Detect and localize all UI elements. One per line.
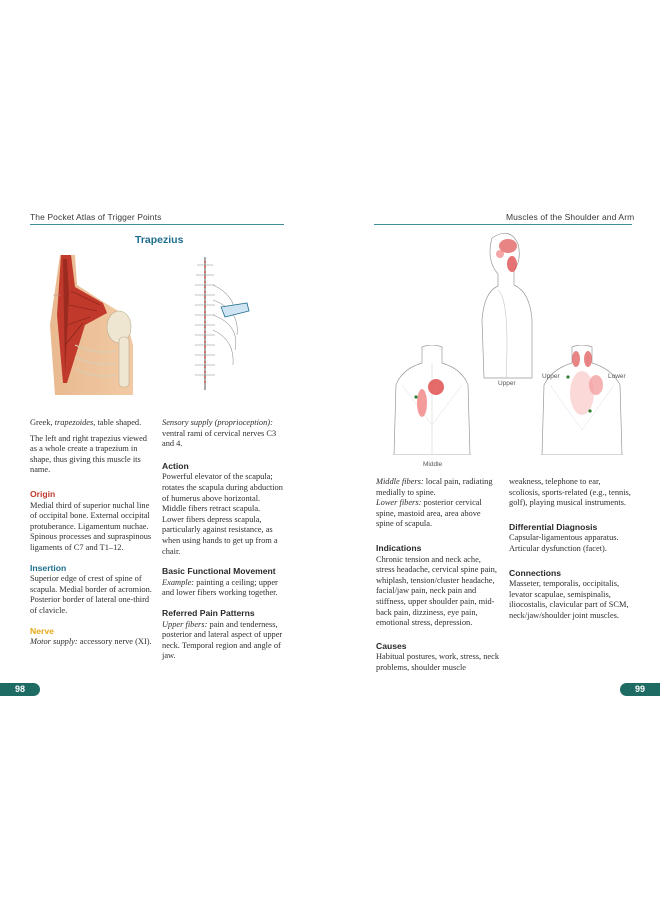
- action-text-2: Middle fibers retract scapula.: [162, 504, 261, 514]
- spine-skeleton-illustration: [185, 255, 265, 395]
- action-heading: Action: [162, 460, 189, 471]
- middle-fibers-back-figure: [392, 345, 472, 455]
- right-column-2: [509, 477, 633, 631]
- rpp-text: pain and tenderness, posterior and lateral aspect of upper neck. Temporal region and angle of jaw.: [162, 619, 283, 661]
- running-header-left: The Pocket Atlas of Trigger Points: [30, 212, 162, 222]
- label-upper: Upper: [498, 380, 516, 387]
- middle-fibers-text: local pain, radiating medially to spine.: [376, 477, 493, 497]
- middle-fibers-italic: Middle fibers:: [376, 477, 424, 486]
- differential-diagnosis-heading: Differential Diagnosis: [509, 521, 598, 532]
- intro-suffix: , table shaped.: [93, 418, 142, 427]
- page-number-left: 98: [0, 683, 40, 696]
- lower-fibers-italic: Lower fibers:: [376, 498, 422, 508]
- action-text-3: Lower fibers depress scapula, particularly against resistance, as when using hands to get up from a chair.: [162, 514, 278, 556]
- label-middle: Middle: [423, 461, 443, 468]
- action-text-1: Powerful elevator of the scapula; rotates the scapula during abduction of humerus above horizontal.: [162, 472, 283, 503]
- lower-fibers-back-figure: [540, 345, 625, 455]
- bfm-text: painting a ceiling; upper and lower fibers working together.: [162, 577, 278, 598]
- bfm-heading: Basic Functional Movement: [162, 566, 276, 577]
- rpp-italic: Upper fibers:: [162, 619, 208, 629]
- causes-continued-text: weakness, telephone to ear, scoliosis, sports-related (e.g., tennis, golf), playing musical instruments.: [509, 477, 631, 508]
- bfm-italic: Example:: [162, 577, 195, 587]
- origin-text: Medial third of superior nuchal line of occipital bone. External occipital protuberance. Ligamentum nuchae. Spinous processes and supraspinous ligaments of C7 and T1–12.: [30, 500, 152, 552]
- intro-italic: trapezoides: [54, 418, 94, 427]
- nerve-text: accessory nerve (XI).: [77, 637, 152, 647]
- right-column-1: [376, 477, 500, 683]
- differential-diagnosis-text: Capsular-ligamentous apparatus. Articular dysfunction (facet).: [509, 533, 619, 553]
- indications-text: Chronic tension and neck ache, stress headache, cervical spine pain, whiplash, tension/cluster headache, facial/jaw pain, neck pain and stiffness, upper shoulder pain, mid-back pain, dizziness, eye pain, emotional stress, depression.: [376, 554, 497, 628]
- label-lower: Lower: [608, 373, 626, 380]
- insertion-heading: Insertion: [30, 562, 67, 573]
- left-column-2: [162, 418, 286, 671]
- trapezius-anatomy-illustration: [45, 255, 135, 395]
- insertion-text: Superior edge of crest of spine of scapula. Medial border of acromion. Posterior border of lateral one-third of clavicle.: [30, 574, 152, 615]
- nerve-heading: Nerve: [30, 625, 54, 636]
- origin-heading: Origin: [30, 488, 56, 499]
- connections-heading: Connections: [509, 567, 562, 578]
- sensory-italic: Sensory supply (proprioception):: [162, 418, 273, 427]
- intro-prefix: Greek,: [30, 418, 55, 427]
- upper-fibers-side-figure: [470, 230, 540, 380]
- muscle-title: Trapezius: [135, 234, 184, 246]
- header-rule-right: [374, 224, 632, 225]
- indications-heading: Indications: [376, 542, 422, 553]
- page-number-right: 99: [620, 683, 660, 696]
- causes-text: Habitual postures, work, stress, neck problems, shoulder muscle: [376, 652, 500, 672]
- nerve-italic: Motor supply:: [30, 637, 78, 647]
- intro-paragraph: The left and right trapezius viewed as a whole create a trapezium in shape, thus giving this muscle its name.: [30, 433, 147, 475]
- connections-text: Masseter, temporalis, occipitalis, levator scapulae, semispinalis, iliocostalis, clavicular part of SCM, neck/jaw/shoulder joint muscles.: [509, 579, 629, 620]
- running-header-right: Muscles of the Shoulder and Arm: [506, 212, 635, 222]
- sensory-text: ventral rami of cervical nerves C3 and 4.: [162, 428, 277, 449]
- rpp-heading: Referred Pain Patterns: [162, 607, 255, 618]
- lower-fibers-text: posterior cervical spine, mastoid area, area above spine of scapula.: [376, 498, 482, 529]
- header-rule-left: [30, 224, 284, 225]
- label-upper-2: Upper: [542, 373, 560, 380]
- causes-heading: Causes: [376, 640, 407, 651]
- left-column-1: [30, 418, 152, 657]
